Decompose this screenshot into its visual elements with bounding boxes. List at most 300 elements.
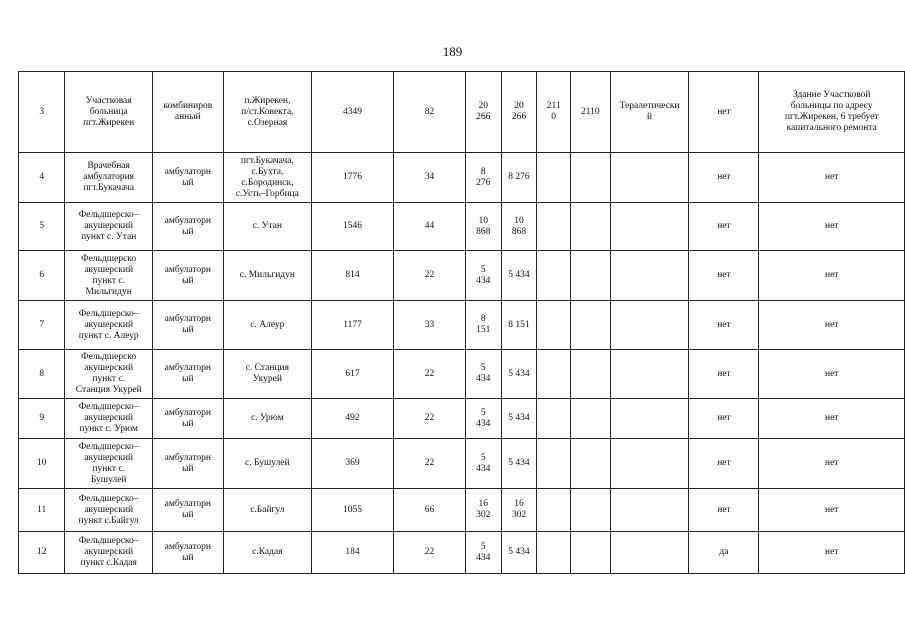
population-cell xyxy=(312,350,394,399)
table-row xyxy=(19,203,905,251)
cell-text-line: 266 xyxy=(511,112,527,122)
flag-cell xyxy=(689,439,759,489)
value-3-cell xyxy=(537,439,571,489)
facility-name-cell xyxy=(65,399,153,439)
facility-name-cell xyxy=(65,301,153,350)
cell-text: 5 xyxy=(39,221,45,231)
row-number-cell xyxy=(19,72,65,153)
row-number-cell xyxy=(19,399,65,439)
cell-text-line: нет xyxy=(825,172,839,182)
served-settlements-cell xyxy=(223,399,311,439)
population-cell xyxy=(312,399,394,439)
cell-text: 11 xyxy=(37,504,47,515)
cell-text: 34 xyxy=(424,172,435,182)
staff-cell xyxy=(394,251,466,301)
value-4-cell xyxy=(571,532,611,574)
facility-name-cell xyxy=(65,72,153,153)
value-3-cell xyxy=(537,153,571,203)
facility-type-cell xyxy=(152,399,223,439)
value-2-cell xyxy=(501,251,537,301)
cell-text: 10 xyxy=(36,458,47,468)
facility-type-cell xyxy=(152,301,223,350)
table-row xyxy=(19,399,905,439)
cell-text-line: 868 xyxy=(511,226,527,237)
cell-text-line: пункт с. xyxy=(92,374,125,384)
cell-text-line: пункт с. xyxy=(92,463,125,474)
row-number-cell xyxy=(19,532,65,574)
cell-text-line: нет xyxy=(825,413,839,423)
cell-text-line: 5 434 xyxy=(508,270,530,280)
facility-type-cell xyxy=(152,350,223,399)
cell-text-line: Фельдшерско– xyxy=(78,402,139,412)
value-1-cell xyxy=(465,72,501,153)
cell-text: нет xyxy=(717,368,731,379)
note-cell xyxy=(759,153,905,203)
cell-text: 44 xyxy=(424,221,435,231)
note-cell xyxy=(759,72,905,153)
cell-text-line: с.Бухта, xyxy=(251,166,284,177)
population-cell xyxy=(312,203,394,251)
value-2-cell xyxy=(501,301,537,350)
cell-text-line: п.Жирекен, xyxy=(244,95,291,106)
table-row xyxy=(19,153,905,203)
cell-text-line: ый xyxy=(182,552,194,563)
cell-text-line: 8 xyxy=(480,166,486,177)
cell-text-line: нет xyxy=(825,319,839,330)
flag-cell xyxy=(689,301,759,350)
cell-text-line: 8 xyxy=(480,314,486,324)
facility-type-cell xyxy=(152,489,223,532)
staff-cell xyxy=(394,72,466,153)
cell-text-line: акушерский xyxy=(84,547,134,557)
table-row xyxy=(19,350,905,399)
cell-text-line: нет xyxy=(825,221,839,231)
value-4-cell xyxy=(571,203,611,251)
cell-text-line: пункт с. xyxy=(92,275,125,286)
cell-text-line: амбулаторн xyxy=(164,215,211,226)
cell-text-line: 434 xyxy=(476,552,491,563)
cell-text-line: акушерский xyxy=(84,413,134,423)
cell-text: нет xyxy=(717,221,731,231)
value-2-cell xyxy=(501,72,537,153)
row-number-cell xyxy=(19,489,65,532)
value-5-cell xyxy=(610,399,689,439)
cell-text-line: Фельдшерско xyxy=(81,253,137,264)
cell-text: 1546 xyxy=(343,221,363,231)
cell-text: 66 xyxy=(424,504,435,515)
value-3-cell xyxy=(537,72,571,153)
cell-text-line: комбиниров xyxy=(163,101,213,111)
facility-type-cell xyxy=(152,203,223,251)
cell-text-line: 2110 xyxy=(581,106,600,117)
value-3-cell xyxy=(537,203,571,251)
cell-text-line: ый xyxy=(182,418,194,429)
facility-name-cell xyxy=(65,439,153,489)
cell-text: нет xyxy=(717,172,731,182)
cell-text: 22 xyxy=(424,368,435,379)
cell-text-line: пункт с. Алеур xyxy=(78,330,139,341)
cell-text-line: 8 151 xyxy=(508,319,530,330)
cell-text: 22 xyxy=(424,458,435,468)
cell-text-line: больницы по адресу xyxy=(790,101,873,111)
cell-text-line: с. Урюм xyxy=(251,413,284,423)
table-row xyxy=(19,439,905,489)
value-4-cell xyxy=(571,72,611,153)
value-4-cell xyxy=(571,489,611,532)
value-5-cell xyxy=(610,350,689,399)
cell-text-line: 302 xyxy=(511,510,527,520)
row-number-cell xyxy=(19,301,65,350)
cell-text-line: Участковая xyxy=(85,95,132,106)
cell-text-line: 16 xyxy=(514,499,524,509)
cell-text-line: с.Озерная xyxy=(247,117,288,128)
cell-text-line: 276 xyxy=(476,177,491,188)
cell-text-line: Укурей xyxy=(252,374,282,384)
cell-text-line: амбулаторн xyxy=(164,363,211,373)
note-cell xyxy=(759,399,905,439)
population-cell xyxy=(312,72,394,153)
cell-text-line: Врачебная xyxy=(87,161,130,171)
cell-text-line: 5 434 xyxy=(508,413,530,423)
cell-text-line: 5 434 xyxy=(508,547,530,557)
staff-cell xyxy=(394,301,466,350)
cell-text: 22 xyxy=(424,270,435,280)
cell-text: 9 xyxy=(39,413,45,423)
cell-text-line: Фельдшерско xyxy=(81,352,137,362)
population-cell xyxy=(312,489,394,532)
cell-text: нет xyxy=(717,504,731,515)
cell-text-line: 20 xyxy=(478,101,489,111)
cell-text-line: акушерский xyxy=(84,319,134,330)
value-3-cell xyxy=(537,251,571,301)
cell-text-line: 434 xyxy=(476,374,491,384)
cell-text-line: 434 xyxy=(476,275,491,286)
staff-cell xyxy=(394,399,466,439)
cell-text: 33 xyxy=(424,319,435,330)
note-cell xyxy=(759,350,905,399)
value-3-cell xyxy=(537,399,571,439)
served-settlements-cell xyxy=(223,350,311,399)
value-2-cell xyxy=(501,532,537,574)
cell-text: 6 xyxy=(39,270,45,280)
population-cell xyxy=(312,251,394,301)
cell-text-line: анный xyxy=(174,112,201,122)
cell-text-line: 5 434 xyxy=(508,458,530,468)
cell-text-line: амбулатория xyxy=(83,172,135,182)
cell-text-line: с.Усть–Горбица xyxy=(235,188,299,199)
facility-type-cell xyxy=(152,251,223,301)
row-number-cell xyxy=(19,439,65,489)
table-row xyxy=(19,251,905,301)
cell-text: 22 xyxy=(424,547,435,557)
row-number-cell xyxy=(19,251,65,301)
value-5-cell xyxy=(610,153,689,203)
cell-text-line: нет xyxy=(825,504,839,515)
staff-cell xyxy=(394,153,466,203)
value-5-cell xyxy=(610,532,689,574)
cell-text-line: ый xyxy=(182,374,194,384)
value-4-cell xyxy=(571,251,611,301)
flag-cell xyxy=(689,399,759,439)
value-5-cell xyxy=(610,301,689,350)
cell-text-line: Фельдшерско– xyxy=(78,210,139,220)
cell-text-line: 20 xyxy=(514,101,524,111)
flag-cell xyxy=(689,153,759,203)
cell-text-line: Тералетически xyxy=(619,101,680,111)
population-cell xyxy=(312,301,394,350)
facility-name-cell xyxy=(65,153,153,203)
note-cell xyxy=(759,439,905,489)
value-3-cell xyxy=(537,532,571,574)
cell-text-line: 10 xyxy=(478,215,489,226)
value-1-cell xyxy=(465,251,501,301)
cell-text-line: акушерский xyxy=(84,264,134,275)
cell-text-line: Фельдшерско– xyxy=(78,441,139,452)
served-settlements-cell xyxy=(223,153,311,203)
cell-text-line: нет xyxy=(825,368,839,379)
cell-text: 4 xyxy=(39,172,45,182)
served-settlements-cell xyxy=(223,72,311,153)
cell-text: 814 xyxy=(345,270,360,280)
cell-text-line: ый xyxy=(182,463,194,474)
flag-cell xyxy=(689,489,759,532)
facility-name-cell xyxy=(65,532,153,574)
cell-text: 82 xyxy=(424,106,435,117)
cell-text-line: Фельдшерско– xyxy=(78,308,139,319)
cell-text: нет xyxy=(717,319,731,330)
cell-text-line: 868 xyxy=(476,226,491,237)
cell-text: 617 xyxy=(345,368,360,379)
flag-cell xyxy=(689,203,759,251)
cell-text-line: акушерский xyxy=(84,452,134,463)
cell-text: 22 xyxy=(424,413,435,423)
cell-text: нет xyxy=(717,270,731,280)
cell-text-line: пункт с. Урюм xyxy=(79,424,138,434)
cell-text-line: нет xyxy=(825,458,839,468)
cell-text-line: ый xyxy=(182,275,194,286)
cell-text: 8 xyxy=(39,368,45,379)
value-1-cell xyxy=(465,203,501,251)
population-cell xyxy=(312,532,394,574)
cell-text-line: 5 xyxy=(480,264,486,275)
cell-text: нет xyxy=(717,413,731,423)
cell-text-line: с.Кадая xyxy=(252,547,283,557)
served-settlements-cell xyxy=(223,251,311,301)
cell-text: нет xyxy=(717,106,731,117)
staff-cell xyxy=(394,439,466,489)
value-2-cell xyxy=(501,153,537,203)
cell-text-line: с.Байгул xyxy=(250,504,285,515)
flag-cell xyxy=(689,72,759,153)
flag-cell xyxy=(689,532,759,574)
cell-text-line: Здание Участковой xyxy=(792,90,871,100)
page-number: 189 xyxy=(442,44,463,59)
value-3-cell xyxy=(537,350,571,399)
cell-text-line: с.Бородинск, xyxy=(241,177,294,188)
cell-text-line: пгт.Жирекен, 6 требует xyxy=(784,112,879,122)
table-row xyxy=(19,489,905,532)
cell-text-line: акушерский xyxy=(84,504,134,515)
cell-text-line: амбулаторн xyxy=(164,264,211,275)
served-settlements-cell xyxy=(223,489,311,532)
served-settlements-cell xyxy=(223,203,311,251)
cell-text-line: Станция Укурей xyxy=(75,385,142,395)
value-5-cell xyxy=(610,439,689,489)
cell-text-line: больница xyxy=(89,106,128,117)
cell-text: 1776 xyxy=(343,172,363,182)
staff-cell xyxy=(394,532,466,574)
value-1-cell xyxy=(465,399,501,439)
cell-text: 1055 xyxy=(343,504,363,515)
cell-text-line: ый xyxy=(182,510,194,520)
value-1-cell xyxy=(465,532,501,574)
population-cell xyxy=(312,153,394,203)
cell-text-line: нет xyxy=(825,547,839,557)
cell-text-line: амбулаторн xyxy=(164,407,211,418)
value-3-cell xyxy=(537,489,571,532)
cell-text-line: 16 xyxy=(478,499,489,509)
cell-text-line: пгт.Жирекен xyxy=(83,117,135,128)
value-4-cell xyxy=(571,350,611,399)
cell-text: да xyxy=(719,547,729,557)
staff-cell xyxy=(394,203,466,251)
flag-cell xyxy=(689,251,759,301)
value-2-cell xyxy=(501,489,537,532)
cell-text-line: 151 xyxy=(476,325,491,335)
facility-type-cell xyxy=(152,72,223,153)
staff-cell xyxy=(394,489,466,532)
value-1-cell xyxy=(465,301,501,350)
cell-text: нет xyxy=(717,458,731,468)
cell-text-line: амбулаторн xyxy=(164,499,211,509)
cell-text-line: ый xyxy=(182,226,194,237)
facility-name-cell xyxy=(65,203,153,251)
row-number-cell xyxy=(19,153,65,203)
table-row xyxy=(19,532,905,574)
note-cell xyxy=(759,203,905,251)
cell-text-line: 5 xyxy=(480,452,486,463)
value-5-cell xyxy=(610,251,689,301)
cell-text-line: 5 434 xyxy=(508,368,530,379)
value-1-cell xyxy=(465,350,501,399)
facility-name-cell xyxy=(65,489,153,532)
value-4-cell xyxy=(571,153,611,203)
cell-text-line: 8 276 xyxy=(508,172,530,182)
cell-text-line: с. Утан xyxy=(252,221,282,231)
cell-text-line: й xyxy=(647,112,653,122)
cell-text-line: с. Станция xyxy=(245,363,289,373)
cell-text: 369 xyxy=(345,458,360,468)
value-3-cell xyxy=(537,301,571,350)
flag-cell xyxy=(689,350,759,399)
cell-text-line: амбулаторн xyxy=(164,452,211,463)
cell-text-line: пункт с.Байгул xyxy=(78,515,139,526)
cell-text: 7 xyxy=(39,319,45,330)
cell-text-line: 10 xyxy=(514,215,524,226)
cell-text-line: капитального ремонта xyxy=(786,123,877,133)
cell-text-line: Фельдшерско– xyxy=(78,536,139,546)
cell-text-line: Мильгидун xyxy=(85,286,132,297)
population-cell xyxy=(312,439,394,489)
table-row xyxy=(19,72,905,153)
value-1-cell xyxy=(465,153,501,203)
cell-text-line: пгт.Букачача, xyxy=(240,155,294,166)
row-number-cell xyxy=(19,350,65,399)
cell-text: 4349 xyxy=(343,106,363,117)
served-settlements-cell xyxy=(223,301,311,350)
cell-text-line: амбулаторн xyxy=(164,314,211,324)
cell-text-line: п/ст.Ковекта, xyxy=(241,106,294,117)
cell-text-line: ый xyxy=(182,177,194,188)
note-cell xyxy=(759,532,905,574)
value-2-cell xyxy=(501,439,537,489)
value-4-cell xyxy=(571,301,611,350)
note-cell xyxy=(759,301,905,350)
served-settlements-cell xyxy=(223,439,311,489)
cell-text: 3 xyxy=(39,106,45,117)
cell-text-line: акушерский xyxy=(84,363,134,373)
cell-text-line: амбулаторн xyxy=(164,166,211,177)
cell-text-line: с. Бушулей xyxy=(245,458,290,468)
note-cell xyxy=(759,251,905,301)
cell-text: 492 xyxy=(345,413,360,423)
table-row xyxy=(19,301,905,350)
cell-text: 184 xyxy=(345,547,360,557)
value-2-cell xyxy=(501,203,537,251)
cell-text-line: пгт.Букачача xyxy=(83,183,135,193)
facility-type-cell xyxy=(152,439,223,489)
cell-text-line: пункт с. Утан xyxy=(81,232,137,242)
cell-text-line: 434 xyxy=(476,418,491,429)
value-5-cell xyxy=(610,489,689,532)
cell-text-line: с. Алеур xyxy=(250,319,285,330)
value-5-cell xyxy=(610,72,689,153)
cell-text-line: пункт с.Кадая xyxy=(80,558,137,568)
cell-text-line: Фельдшерско– xyxy=(78,493,139,504)
cell-text-line: 302 xyxy=(476,510,491,520)
facilities-table xyxy=(18,71,905,574)
facility-name-cell xyxy=(65,251,153,301)
cell-text-line: 5 xyxy=(480,541,486,552)
facility-type-cell xyxy=(152,153,223,203)
note-cell xyxy=(759,489,905,532)
cell-text: 1177 xyxy=(343,319,362,330)
value-2-cell xyxy=(501,399,537,439)
cell-text-line: 5 xyxy=(480,407,486,418)
cell-text: 12 xyxy=(36,547,47,557)
facility-type-cell xyxy=(152,532,223,574)
value-4-cell xyxy=(571,439,611,489)
value-1-cell xyxy=(465,489,501,532)
cell-text-line: 0 xyxy=(551,112,557,122)
value-2-cell xyxy=(501,350,537,399)
cell-text-line: амбулаторн xyxy=(164,541,211,552)
cell-text-line: 434 xyxy=(476,463,491,474)
cell-text-line: 211 xyxy=(546,101,561,111)
cell-text-line: ый xyxy=(182,325,194,335)
cell-text-line: Бушулей xyxy=(90,474,127,485)
cell-text-line: 5 xyxy=(480,363,486,373)
cell-text-line: нет xyxy=(825,270,839,280)
cell-text-line: акушерский xyxy=(84,221,134,231)
facility-name-cell xyxy=(65,350,153,399)
value-5-cell xyxy=(610,203,689,251)
row-number-cell xyxy=(19,203,65,251)
cell-text-line: с. Мильгидун xyxy=(239,270,295,280)
value-4-cell xyxy=(571,399,611,439)
cell-text-line: 266 xyxy=(476,112,491,122)
staff-cell xyxy=(394,350,466,399)
